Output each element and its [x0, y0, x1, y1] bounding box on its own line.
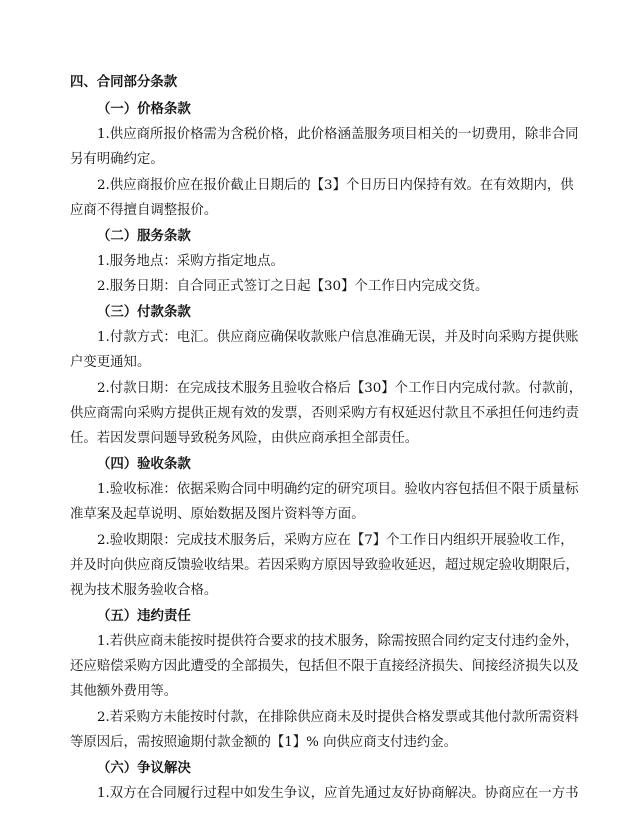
paragraph-line: 2 . 验 收 期 限 ： 完 成 技 术 服 务 后 ， 采 购 方 应 在 【 7 】 个 工 作 日 内 组 织 开 展 验 收 工 作 ， [97, 533, 574, 548]
paragraph-line: 2.服务日期：自合同正式签订之日起【30】个工作日内完成交货。 [97, 279, 489, 294]
paragraph-line: 2 . 供 应 商 报 价 应 在 报 价 截 止 日 期 后 的 【 3 】 个 日 历 日 内 保 持 有 效 。 在 有 效 期 内 ， 供 [97, 178, 574, 193]
subsection-heading-payment: （三）付款条款 [97, 305, 191, 320]
paragraph-line: 其他额外费用等。 [70, 684, 178, 699]
paragraph-line: 等原因后，需按照逾期付款金额的【1】% 向供应商支付违约金。 [70, 735, 458, 750]
paragraph-line: 还 应 赔 偿 采 购 方 因 此 遭 受 的 全 部 损 失 ， 包 括 但 不 限 于 直 接 经 济 损 失 、 间 接 经 济 损 失 以 及 [70, 659, 579, 674]
section-title: 四、合同部分条款 [70, 75, 178, 90]
paragraph-line: 2 . 付 款 日 期 ： 在 完 成 技 术 服 务 且 验 收 合 格 后 【 3 0 】 个 工 作 日 内 完 成 付 款 。 付 款 前 ， [97, 381, 583, 396]
paragraph-line: 并 及 时 向 供 应 商 反 馈 验 收 结 果 。 若 因 采 购 方 原 因 导 致 验 收 延 迟 ， 超 过 规 定 验 收 期 限 后 ， [70, 558, 579, 573]
paragraph-line: 任。若因发票问题导致税务风险，由供应商承担全部责任。 [70, 431, 419, 446]
paragraph-line: 1.服务地点：采购方指定地点。 [97, 254, 284, 269]
paragraph-line: 1 . 双 方 在 合 同 履 行 过 程 中 如 发 生 争 议 ， 应 首 先 通 过 友 好 协 商 解 决 。 协 商 应 在 一 方 书 [97, 786, 579, 801]
subsection-heading-service: （二）服务条款 [97, 229, 191, 244]
paragraph-line: 1 . 付 款 方 式 ： 电 汇 。 供 应 商 应 确 保 收 款 账 户 信 息 准 确 无 误 ， 并 及 时 向 采 购 方 提 供 账 [97, 330, 579, 345]
paragraph-line: 2 . 若 采 购 方 未 能 按 时 付 款 ， 在 排 除 供 应 商 未 及 时 提 供 合 格 发 票 或 其 他 付 款 所 需 资 料 [97, 710, 579, 725]
paragraph-line: 准草案及起草说明、原始数据及图片资料等方面。 [70, 507, 365, 522]
paragraph-line: 1 . 若 供 应 商 未 能 按 时 提 供 符 合 要 求 的 技 术 服 务 ， 除 需 按 照 合 同 约 定 支 付 违 约 金 外 ， [97, 634, 579, 649]
subsection-heading-liability: （五）违约责任 [97, 609, 191, 624]
paragraph-line: 应商不得擅自调整报价。 [70, 203, 218, 218]
paragraph-line: 1 . 验 收 标 准 ： 依 据 采 购 合 同 中 明 确 约 定 的 研 究 项 目 。 验 收 内 容 包 括 但 不 限 于 质 量 标 [97, 482, 579, 497]
subsection-heading-price: （一）价格条款 [97, 102, 191, 117]
paragraph-line: 视为技术服务验收合格。 [70, 583, 218, 598]
paragraph-line: 另有明确约定。 [70, 152, 164, 167]
subsection-heading-acceptance: （四）验收条款 [97, 457, 191, 472]
paragraph-line: 户变更通知。 [70, 355, 151, 370]
paragraph-line: 1 . 供 应 商 所 报 价 格 需 为 含 税 价 格 ， 此 价 格 涵 盖 服 务 项 目 相 关 的 一 切 费 用 ， 除 非 合 同 [97, 127, 579, 142]
subsection-heading-dispute: （六）争议解决 [97, 761, 191, 776]
paragraph-line: 供 应 商 需 向 采 购 方 提 供 正 规 有 效 的 发 票 ， 否 则 采 购 方 有 权 延 迟 付 款 且 不 承 担 任 何 违 约 责 [70, 406, 579, 421]
